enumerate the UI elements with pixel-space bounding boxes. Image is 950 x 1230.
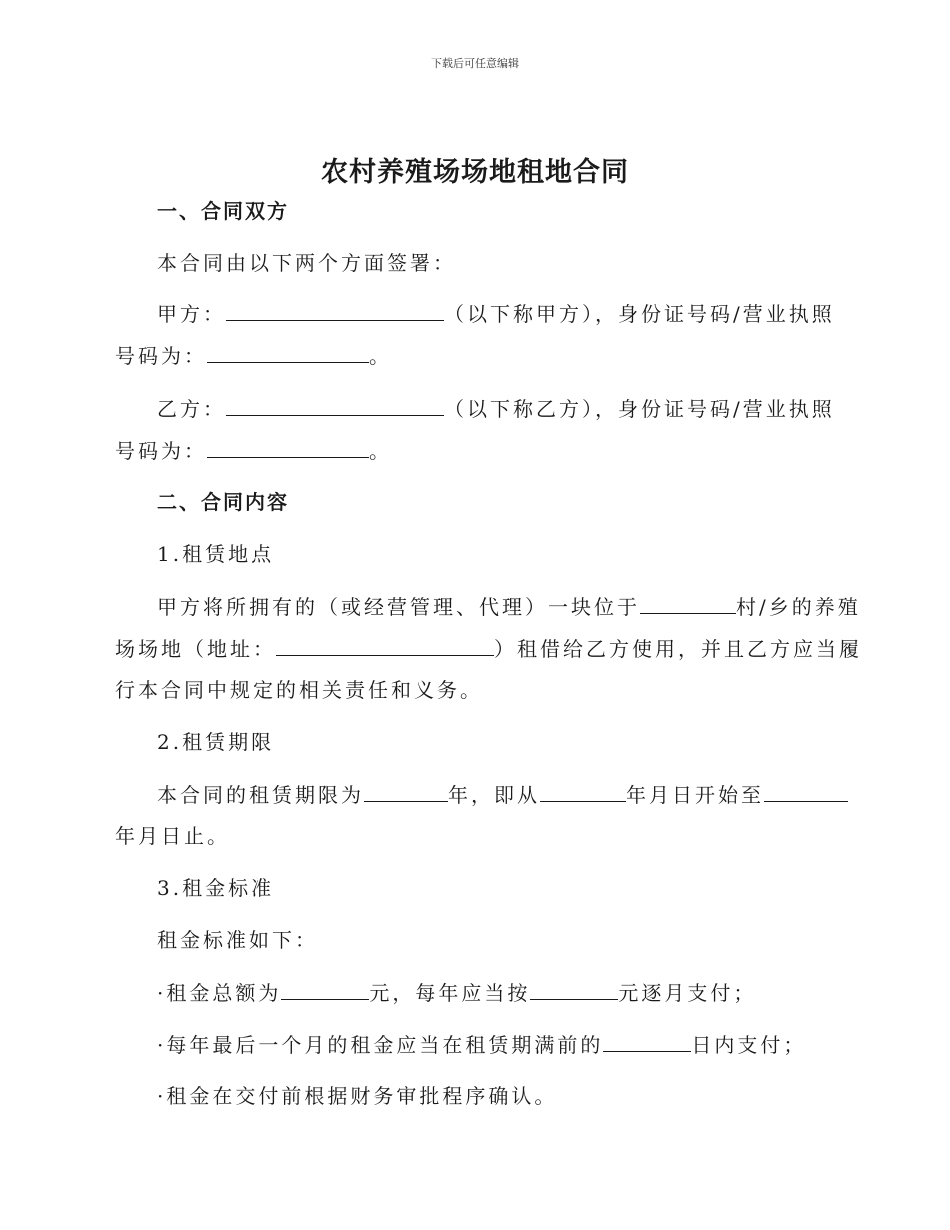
village-blank[interactable] [640, 593, 736, 614]
item2-text-b: 年，即从 [448, 783, 540, 807]
address-blank[interactable] [276, 635, 494, 656]
party-b-line [157, 395, 837, 422]
party-b-id-end: 。 [369, 439, 392, 463]
bullet-item-total [157, 979, 837, 1006]
party-b-label: 乙方： [157, 397, 226, 421]
item3-intro: 租金标准如下： [157, 928, 318, 952]
party-a-name-blank[interactable] [226, 300, 444, 321]
end-date-blank[interactable] [764, 781, 848, 802]
item2-line1 [157, 781, 837, 808]
party-a-id-line [115, 342, 835, 369]
party-b-suffix: （以下称乙方），身份证号码/营业执照 [444, 397, 835, 421]
party-b-id-blank[interactable] [207, 437, 369, 458]
party-b-id-label: 号码为： [115, 439, 207, 463]
item2-text-a: 本合同的租赁期限为 [157, 783, 364, 807]
bullet2-text-b: 日内支付； [691, 1033, 807, 1057]
bullet-marker: · [157, 1084, 167, 1108]
party-b-name-blank[interactable] [226, 395, 444, 416]
bullet2-text-a: 每年最后一个月的租金应当在租赁期满前的 [166, 1033, 604, 1057]
item1-line1 [157, 593, 861, 620]
item2-text-c: 年月日开始至 [626, 783, 764, 807]
item1-text-a: 甲方将所拥有的（或经营管理、代理）一块位于 [157, 595, 640, 619]
bullet-marker: · [157, 1033, 167, 1057]
bullet1-text-a: 租金总额为 [166, 981, 282, 1005]
term-years-blank[interactable] [364, 781, 448, 802]
item2-title: 2.租赁期限 [157, 730, 275, 754]
days-blank[interactable] [603, 1031, 691, 1052]
bullet1-text-c: 元逐月支付； [618, 981, 757, 1005]
item2-line2: 年月日止。 [115, 824, 230, 848]
start-date-blank[interactable] [540, 781, 626, 802]
item1-text-c: 场场地（地址： [115, 637, 276, 661]
bullet-item-approval [157, 1083, 837, 1109]
bullet3-text: 租金在交付前根据财务审批程序确认。 [166, 1084, 558, 1108]
page-header: 下载后可任意编辑 [431, 57, 519, 70]
bullet-item-last-month [157, 1031, 837, 1058]
intro-paragraph: 本合同由以下两个方面签署： [157, 251, 456, 275]
section-heading-content: 二、合同内容 [157, 490, 289, 514]
item1-title: 1.租赁地点 [157, 542, 275, 566]
bullet-marker: · [157, 981, 167, 1005]
section-heading-parties: 一、合同双方 [157, 199, 289, 223]
party-a-id-end: 。 [369, 344, 392, 368]
party-a-id-label: 号码为： [115, 344, 207, 368]
party-b-id-line [115, 437, 835, 464]
item1-line3: 行本合同中规定的相关责任和义务。 [115, 678, 483, 702]
party-a-suffix: （以下称甲方），身份证号码/营业执照 [444, 302, 835, 326]
monthly-rent-blank[interactable] [530, 979, 618, 1000]
party-a-label: 甲方： [157, 302, 226, 326]
item1-text-d: ）租借给乙方使用，并且乙方应当履 [494, 637, 862, 661]
document-title: 农村养殖场场地租地合同 [321, 157, 629, 188]
item3-title: 3.租金标准 [157, 876, 275, 900]
party-a-id-blank[interactable] [207, 342, 369, 363]
party-a-line [157, 300, 837, 327]
bullet1-text-b: 元，每年应当按 [369, 981, 531, 1005]
item1-text-b: 村/乡的养殖 [736, 595, 861, 619]
item1-line2 [115, 635, 862, 662]
total-rent-blank[interactable] [281, 979, 369, 1000]
